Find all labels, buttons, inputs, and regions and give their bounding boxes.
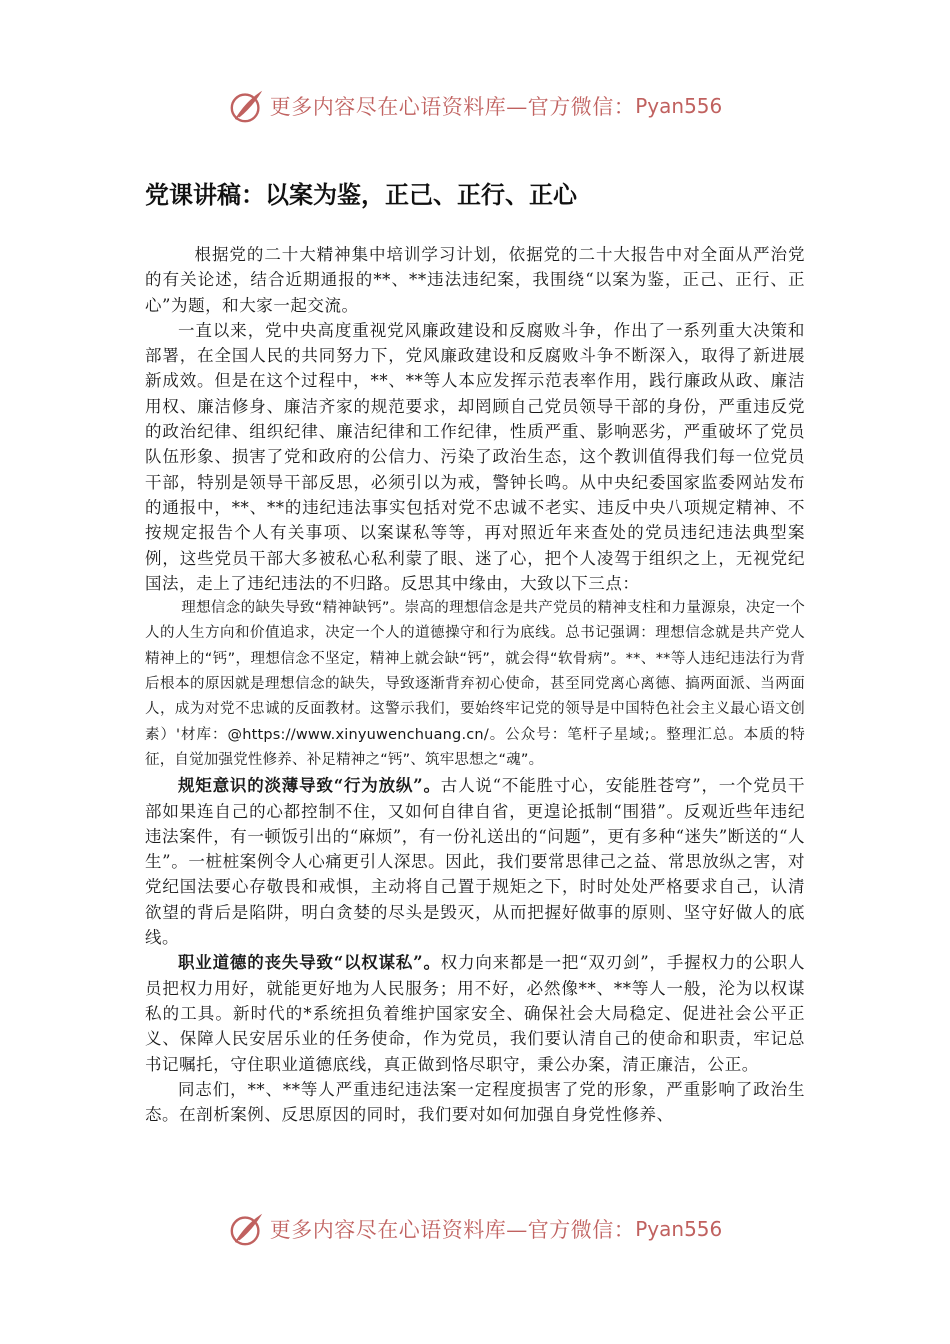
paragraph-point-3 <box>145 950 805 1076</box>
header-banner <box>0 84 950 128</box>
banner-wechat-id: Pyan556 <box>635 94 723 118</box>
banner-wechat-id: Pyan556 <box>635 1217 723 1241</box>
footer-banner <box>0 1207 950 1251</box>
paragraph-point-1: 理想信念的缺失导致“精神缺钙”。崇高的理想信念是共产党员的精神支柱和力量源泉，决定一个人的人生方向和价值追求，决定一个人的道德操守和行为底线。总书记强调：理想信念就是共产党人精神上的“钙”，理想信念不坚定，精神上就会缺“钙”，就会得“软骨病”。**、**等人违纪违法行为背后根本的原因就是理想信念的缺失，导致逐渐背弃初心使命，甚至同党离心离德、搞两面派、当两面人，成为对党不忠诚的反面教材。这警示我们，要始终牢记党的领导是中国特色社会主义最心语文创素）'材库：@https://www.xinyuwenchuang.cn/。公众号：笔杆子星域;。整理汇总。本质的特征，自觉加强党性修养、补足精神之“钙”、筑牢思想之“魂”。 <box>145 600 805 768</box>
quill-logo-icon <box>228 1210 266 1248</box>
point-3-heading: 职业道德的丧失导致“以权谋私”。 <box>178 953 441 973</box>
quill-logo-icon <box>228 87 266 125</box>
document-body <box>145 178 805 1127</box>
point-2-heading: 规矩意识的淡薄导致“行为放纵”。 <box>178 776 441 796</box>
paragraph-point-2 <box>145 773 805 950</box>
paragraph-intro: 根据党的二十大精神集中培训学习计划，依据党的二十大报告中对全面从严治党的有关论述，结合近期通报的**、**违法违纪案，我围绕“以案为鉴，正己、正行、正心”为题，和大家一起交流。 <box>145 245 805 315</box>
document-title: 党课讲稿：以案为鉴，正己、正行、正心 <box>145 181 577 209</box>
paragraph-background: 一直以来，党中央高度重视党风廉政建设和反腐败斗争，作出了一系列重大决策和部署，在全国人民的共同努力下，党风廉政建设和反腐败斗争不断深入，取得了新进展新成效。但是在这个过程中，**、**等人本应发挥示范表率作用，践行廉政从政、廉洁用权、廉洁修身、廉洁齐家的规范要求，却罔顾自己党员领导干部的身份，严重违反党的政治纪律、组织纪律、廉洁纪律和工作纪律，性质严重、影响恶劣，严重破坏了党员队伍形象、损害了党和政府的公信力、污染了政治生态，这个教训值得我们每一位党员干部，特别是领导干部反思，必须引以为戒，警钟长鸣。从中央纪委国家监委网站发布的通报中，**、**的违纪违法事实包括对党不忠诚不老实、违反中央八项规定精神、不按规定报告个人有关事项、以案谋私等等，再对照近年来查处的党员违纪违法典型案例，这些党员干部大多被私心私利蒙了眼、迷了心，把个人凌驾于组织之上，无视党纪国法，走上了违纪违法的不归路。反思其中缘由，大致以下三点： <box>145 320 805 593</box>
banner-text: 更多内容尽在心语资料库—官方微信： <box>269 95 636 119</box>
point-2-text: 古人说“不能胜寸心，安能胜苍穹”，一个党员干部如果连自己的心都控制不住，又如何自律自省，更遑论抵制“围猎”。反观近些年违纪违法案件，有一顿饭引出的“麻烦”，有一份礼送出的“问题”，更有多种“迷失”断送的“人生”。一桩桩案例令人心痛更引人深思。因此，我们要常思律己之益、常思放纵之害，对党纪国法要心存敬畏和戒惧，主动将自己置于规矩之下，时时处处严格要求自己，认清欲望的背后是陷阱，明白贪婪的尽头是毁灭，从而把握好做事的原则、坚守好做人的底线。 <box>145 776 805 948</box>
paragraph-closing: 同志们，**、**等人严重违纪违法案一定程度损害了党的形象，严重影响了政治生态。在剖析案例、反思原因的同时，我们要对如何加强自身党性修养、 <box>145 1079 805 1125</box>
point-3-text: 权力向来都是一把“双刃剑”，手握权力的公职人员把权力用好，就能更好地为人民服务；用不好，必然像**、**等人一般，沦为以权谋私的工具。新时代的*系统担负着维护国家安全、确保社会大局稳定、促进社会公平正义、保障人民安居乐业的任务使命，作为党员，我们要认清自己的使命和职责，牢记总书记嘱托，守住职业道德底线，真正做到恪尽职守，秉公办案，清正廉洁，公正。 <box>145 953 805 1074</box>
banner-text: 更多内容尽在心语资料库—官方微信： <box>269 1218 636 1242</box>
